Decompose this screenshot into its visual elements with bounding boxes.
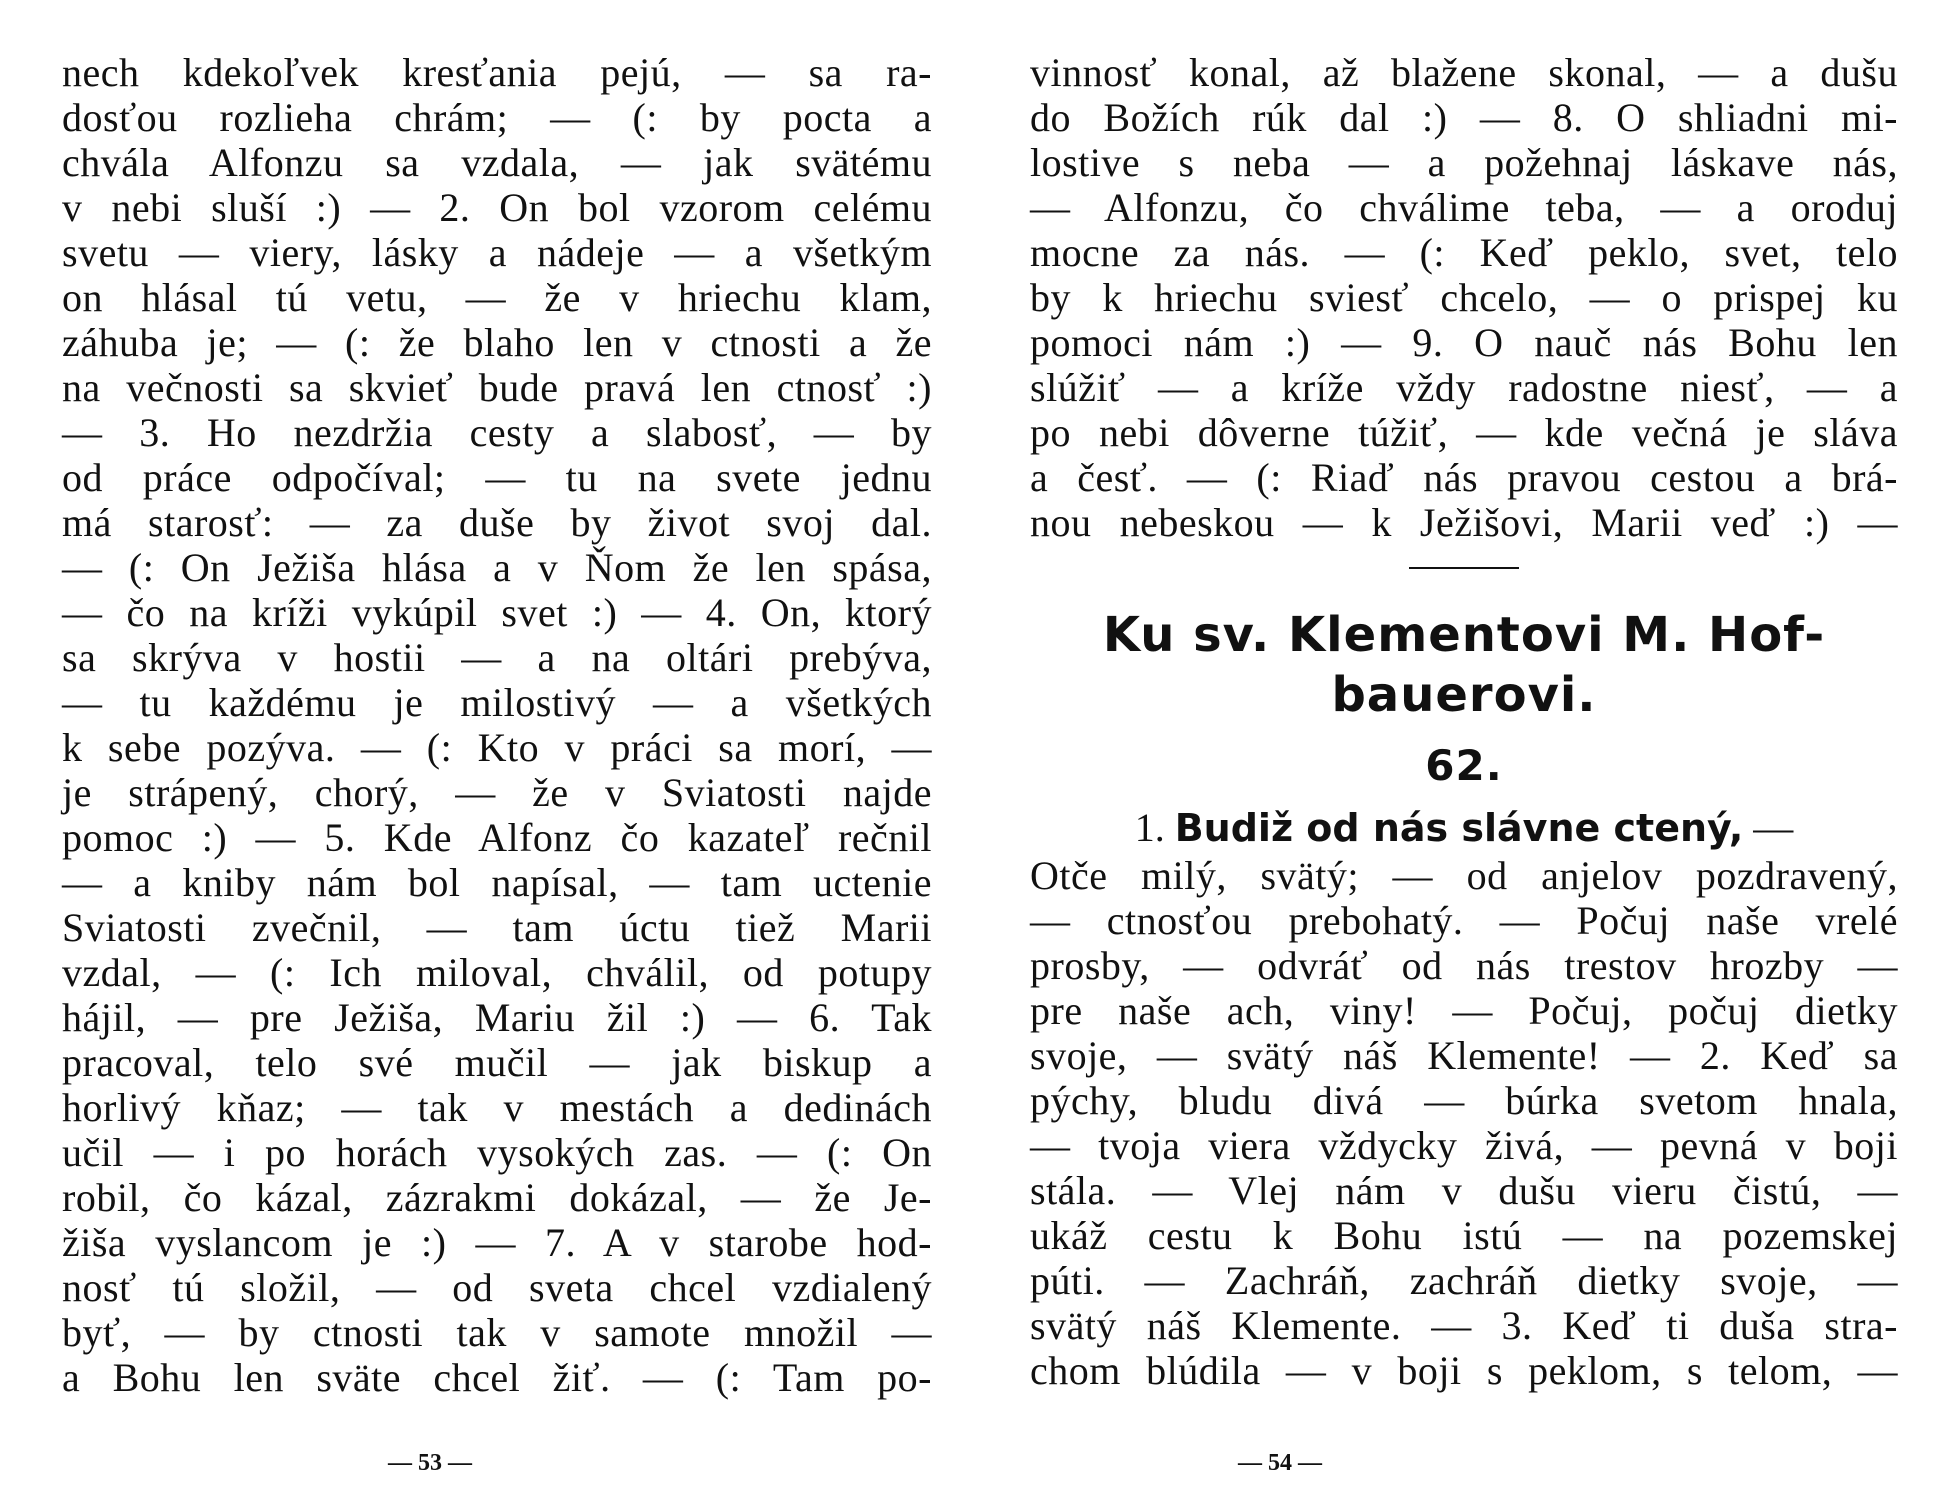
text-line: — tvoja viera vždycky živá, — pevná v boji	[1030, 1123, 1898, 1168]
section-divider	[1409, 567, 1519, 569]
text-line: — tu každému je milostivý — a všetkých	[62, 680, 932, 725]
text-line: svätý náš Klemente. — 3. Keď ti duša stra-	[1030, 1303, 1898, 1348]
text-line: od práce odpočíval; — tu na svete jednu	[62, 455, 932, 500]
text-line: mocne za nás. — (: Keď peklo, svet, telo	[1030, 230, 1898, 275]
text-line: hájil, — pre Ježiša, Mariu žil :) — 6. Tak	[62, 995, 932, 1040]
text-line: on hlásal tú vetu, — že v hriechu klam,	[62, 275, 932, 320]
text-line: — čo na kríži vykúpil svet :) — 4. On, ktorý	[62, 590, 932, 635]
text-line: záhuba je; — (: že blaho len v ctnosti a že	[62, 320, 932, 365]
text-line: nou nebeskou — k Ježišovi, Marii veď :) —	[1030, 500, 1898, 545]
song-incipit: Budiž od nás slávne ctený,	[1174, 806, 1744, 850]
text-line: púti. — Zachráň, zachráň dietky svoje, —	[1030, 1258, 1898, 1303]
text-line: — ctnosťou prebohatý. — Počuj naše vrelé	[1030, 898, 1898, 943]
text-line: — 3. Ho nezdržia cesty a slabosť, — by	[62, 410, 932, 455]
dash: —	[1753, 805, 1794, 850]
text-line: Otče milý, svätý; — od anjelov pozdravený,	[1030, 853, 1898, 898]
text-line: by k hriechu sviesť chcelo, — o prispej ku	[1030, 275, 1898, 320]
song-title	[1030, 605, 1898, 725]
text-line: v nebi sluší :) — 2. On bol vzorom celému	[62, 185, 932, 230]
text-line: nosť tú složil, — od sveta chcel vzdialený	[62, 1265, 932, 1310]
text-line: vzdal, — (: Ich miloval, chválil, od potupy	[62, 950, 932, 995]
text-line: — (: On Ježiša hlása a v Ňom že len spása,	[62, 545, 932, 590]
verse-number: 1.	[1134, 805, 1165, 850]
text-line: a česť. — (: Riaď nás pravou cestou a brá-	[1030, 455, 1898, 500]
song-title-line: Ku sv. Klementovi M. Hof-	[1102, 607, 1826, 663]
text-line: sa skrýva v hostii — a na oltári prebýva,	[62, 635, 932, 680]
page-number: — 54 —	[1238, 1450, 1322, 1476]
text-line: do Božích rúk dal :) — 8. O shliadni mi-	[1030, 95, 1898, 140]
text-line: horlivý kňaz; — tak v mestách a dedinách	[62, 1085, 932, 1130]
text-line: slúžiť — a kríže vždy radostne niesť, — a	[1030, 365, 1898, 410]
text-line: chvála Alfonzu sa vzdala, — jak svätému	[62, 140, 932, 185]
text-line: svetu — viery, lásky a nádeje — a všetkým	[62, 230, 932, 275]
text-line: vinnosť konal, až blažene skonal, — a dušu	[1030, 50, 1898, 95]
text-line: a Bohu len sväte chcel žiť. — (: Tam po-	[62, 1355, 932, 1400]
text-line: učil — i po horách vysokých zas. — (: On	[62, 1130, 932, 1175]
text-line: robil, čo kázal, zázrakmi dokázal, — že Je-	[62, 1175, 932, 1220]
text-line: svoje, — svätý náš Klemente! — 2. Keď sa	[1030, 1033, 1898, 1078]
text-line: Sviatosti zvečnil, — tam úctu tiež Marii	[62, 905, 932, 950]
song-first-line	[1030, 803, 1898, 853]
text-line: byť, — by ctnosti tak v samote množil —	[62, 1310, 932, 1355]
text-line: lostive s neba — a požehnaj láskave nás,	[1030, 140, 1898, 185]
text-line: má starosť: — za duše by život svoj dal.	[62, 500, 932, 545]
text-line: chom blúdila — v boji s peklom, s telom, —	[1030, 1348, 1898, 1393]
text-line: pomoci nám :) — 9. O nauč nás Bohu len	[1030, 320, 1898, 365]
text-line: pýchy, bludu divá — búrka svetom hnala,	[1030, 1078, 1898, 1123]
text-line: pracoval, telo své mučil — jak biskup a	[62, 1040, 932, 1085]
text-line: prosby, — odvráť od nás trestov hrozby —	[1030, 943, 1898, 988]
song-number: 62.	[1425, 741, 1503, 790]
text-line: stála. — Vlej nám v dušu vieru čistú, —	[1030, 1168, 1898, 1213]
text-line: žiša vyslancom je :) — 7. A v starobe hod-	[62, 1220, 932, 1265]
song-title-line: bauerovi.	[1331, 667, 1597, 723]
text-line: k sebe pozýva. — (: Kto v práci sa morí, —	[62, 725, 932, 770]
text-line: pre naše ach, viny! — Počuj, počuj dietky	[1030, 988, 1898, 1033]
left-page	[62, 0, 932, 1500]
right-page	[1030, 0, 1898, 1500]
text-line: ukáž cestu k Bohu istú — na pozemskej	[1030, 1213, 1898, 1258]
text-line: na večnosti sa skvieť bude pravá len ctnosť :)	[62, 365, 932, 410]
text-line: je strápený, chorý, — že v Sviatosti najde	[62, 770, 932, 815]
text-line: — Alfonzu, čo chválime teba, — a oroduj	[1030, 185, 1898, 230]
left-page-text	[62, 50, 932, 1400]
text-line: dosťou rozlieha chrám; — (: by pocta a	[62, 95, 932, 140]
page-number: — 53 —	[388, 1450, 472, 1476]
right-page-text	[1030, 50, 1898, 1393]
text-line: nech kdekoľvek kresťania pejú, — sa ra-	[62, 50, 932, 95]
text-line: pomoc :) — 5. Kde Alfonz čo kazateľ rečnil	[62, 815, 932, 860]
text-line: — a kniby nám bol napísal, — tam uctenie	[62, 860, 932, 905]
text-line: po nebi dôverne túžiť, — kde večná je sláva	[1030, 410, 1898, 455]
